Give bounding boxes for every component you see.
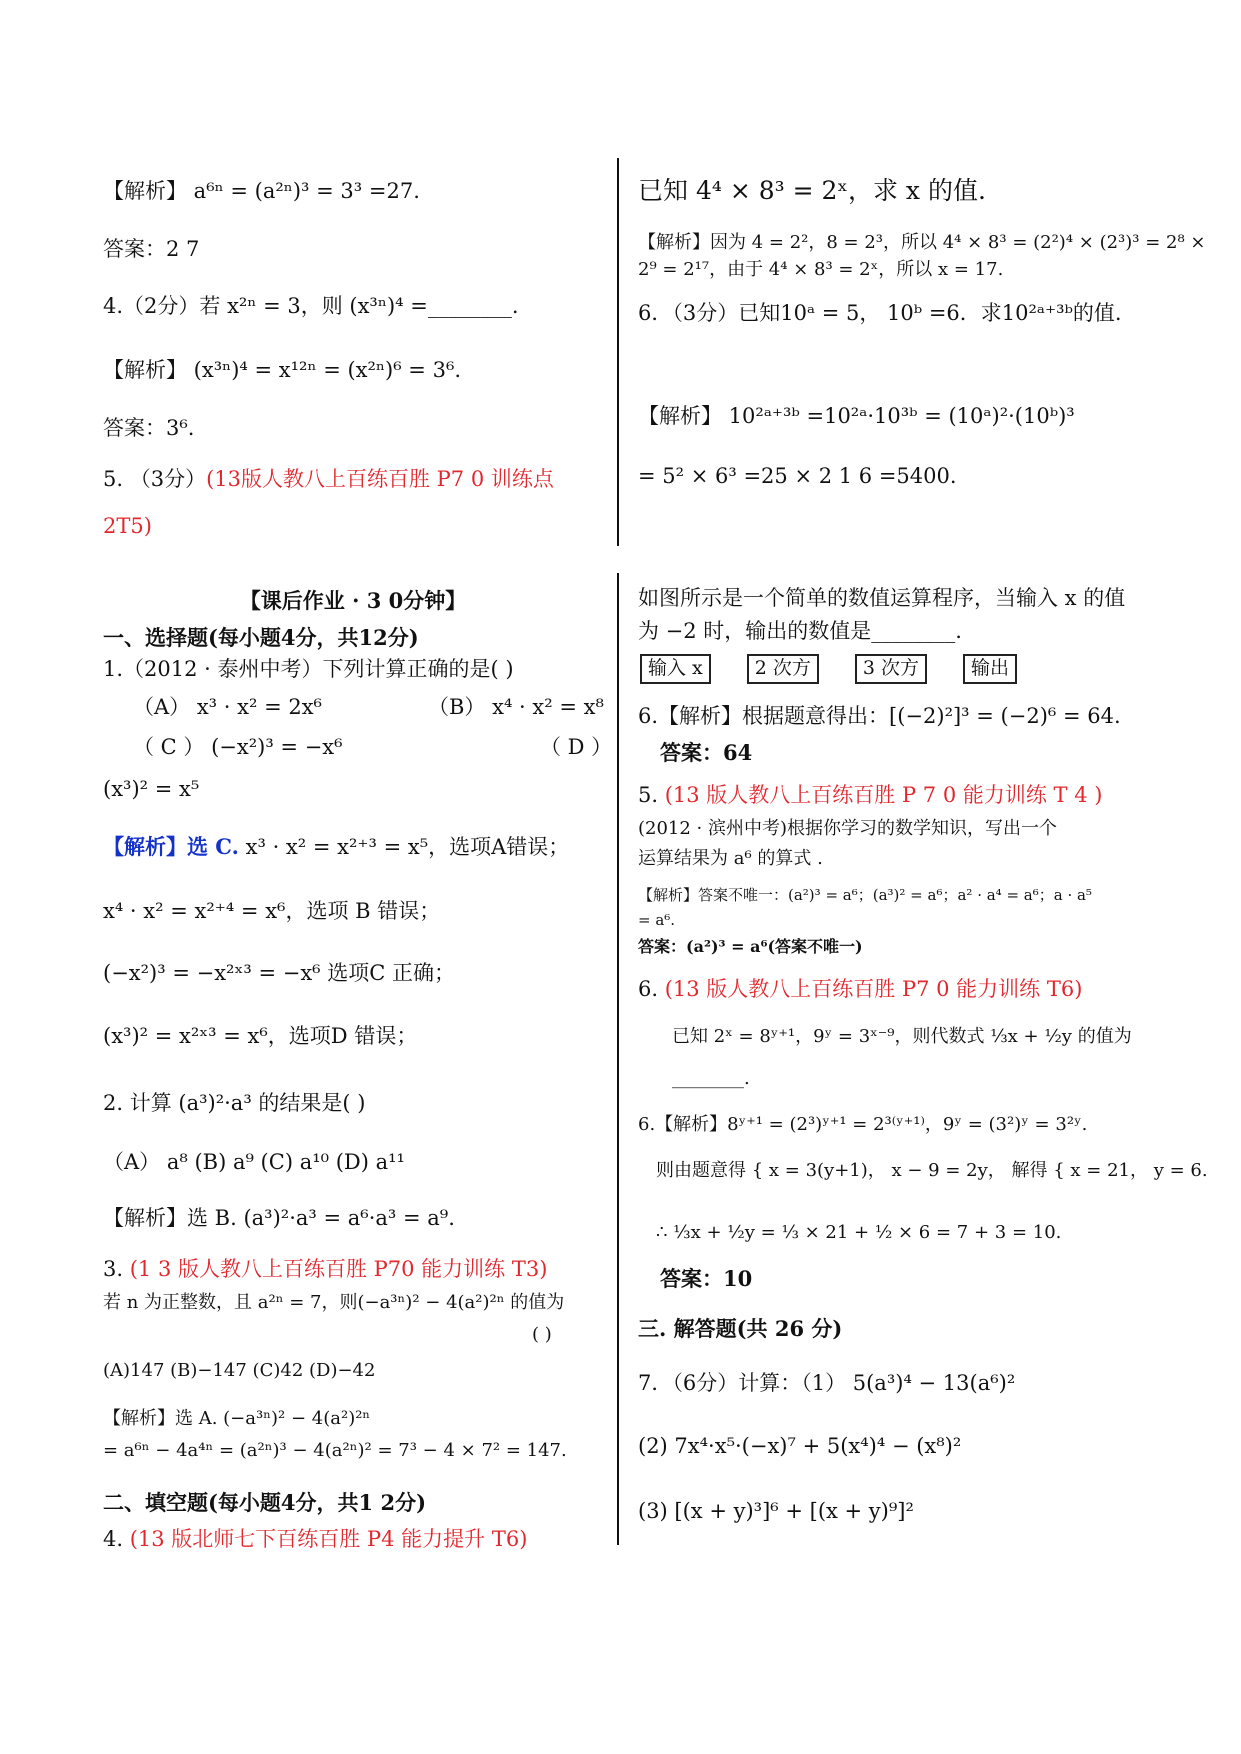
fill-question-4 xyxy=(103,1526,527,1552)
fill-q5-stem-2: 运算结果为 a⁶ 的算式 . xyxy=(638,848,823,869)
mc-q3-source: (1 3 版人教八上百练百胜 P70 能力训练 T3) xyxy=(129,1257,548,1281)
mc-q2-options: （A） a⁸ (B) a⁹ (C) a¹⁰ (D) a¹¹ xyxy=(103,1150,405,1174)
solution-question-7: 7．（6分）计算：（1） 5(a³)⁴ − 13(a⁶)² xyxy=(638,1371,1016,1395)
fill-q6-label: 6. xyxy=(638,977,665,1001)
fill-q5-answer: 答案：(a²)³ = a⁶(答案不唯一) xyxy=(638,937,863,956)
mc-question-2: 2. 计算 (a³)²·a³ 的结果是( ) xyxy=(103,1091,366,1115)
mc-q2-analysis: 【解析】选 B. (a³)²·a³ = a⁶·a³ = a⁹. xyxy=(103,1206,455,1230)
mc-q3-analysis-2: = a⁶ⁿ − 4a⁴ⁿ = (a²ⁿ)³ − 4(a²ⁿ)² = 7³ − 4 × 7² = 147. xyxy=(103,1440,567,1461)
mc-q3-options: (A)147 (B)−147 (C)42 (D)−42 xyxy=(103,1360,376,1381)
fill-q5-analysis-2: = a⁶. xyxy=(638,911,676,929)
analysis-q3: 【解析】 a⁶ⁿ = (a²ⁿ)³ = 3³ =27. xyxy=(103,179,420,203)
program-problem-1: 如图所示是一个简单的数值运算程序，当输入 x 的值 xyxy=(638,586,1126,610)
mc-q3-paren: ( ) xyxy=(532,1324,552,1345)
fill-q6-analysis-2: 则由题意得 { x = 3(y+1)， x − 9 = 2y， 解得 { x = 21， y = 6. xyxy=(656,1160,1208,1181)
program-analysis: 6.【解析】根据题意得出：[(−2)²]³ = (−2)⁶ = 64. xyxy=(638,704,1121,728)
mc-q1-option-d-label: （ D ） xyxy=(540,735,613,759)
mc-question-1: 1.（2012 · 泰州中考）下列计算正确的是( ) xyxy=(103,657,514,681)
question-4: 4.（2分）若 x²ⁿ = 3，则 (x³ⁿ)⁴ =________. xyxy=(103,294,519,318)
flow-box-input: 输入 x xyxy=(640,654,711,684)
solution-q7-part3: (3) [(x + y)³]⁶ + [(x + y)⁹]² xyxy=(638,1499,914,1523)
mc-q1-analysis-4: (x³)² = x²ˣ³ = x⁶，选项D 错误； xyxy=(103,1024,418,1048)
column-divider-bottom xyxy=(617,573,619,1545)
question-6: 6．（3分）已知10ᵃ = 5， 10ᵇ =6．求10²ᵃ⁺³ᵇ的值. xyxy=(638,301,1122,325)
fill-q5-source: (13 版人教八上百练百胜 P 7 0 能力训练 T 4 ) xyxy=(664,783,1103,807)
fill-q6-stem: 已知 2ˣ = 8ʸ⁺¹，9ʸ = 3ˣ⁻⁹，则代数式 ⅓x + ½y 的值为 xyxy=(672,1026,1132,1047)
mc-q1-option-a: （A） x³ · x² = 2x⁶ xyxy=(133,695,322,719)
question-5-source-cont: 2T5) xyxy=(103,514,152,538)
flow-box-output: 输出 xyxy=(963,654,1017,684)
program-problem-2: 为 −2 时，输出的数值是________. xyxy=(638,619,962,643)
fill-q5-analysis-1: 【解析】答案不唯一：(a²)³ = a⁶；(a³)² = a⁶；a² · a⁴ = a⁶；a · a⁵ xyxy=(638,886,1092,904)
fill-q6-analysis-3: ∴ ⅓x + ½y = ⅓ × 21 + ½ × 6 = 7 + 3 = 10. xyxy=(656,1222,1062,1243)
analysis-q6: 【解析】 10²ᵃ⁺³ᵇ =10²ᵃ·10³ᵇ = (10ᵃ)²·(10ᵇ)³ xyxy=(638,404,1075,428)
column-divider-top xyxy=(617,158,619,546)
homework-heading: 【课后作业 · 3 0分钟】 xyxy=(239,588,467,613)
mc-q1-option-d: (x³)² = x⁵ xyxy=(103,777,200,801)
mc-q1-option-c: （ C ） (−x²)³ = −x⁶ xyxy=(133,735,343,759)
mc-q1-analysis-3: (−x²)³ = −x²ˣ³ = −x⁶ 选项C 正确； xyxy=(103,961,456,985)
flow-boxes xyxy=(640,654,1053,684)
answer-q3: 答案：2 7 xyxy=(103,237,200,261)
analysis-q6-result: = 5² × 6³ =25 × 2 1 6 =5400. xyxy=(638,464,957,488)
analysis-choice-tag: 【解析】选 C. xyxy=(103,834,239,859)
fill-q5-label: 5. xyxy=(638,783,665,807)
analysis-exponent-1: 【解析】因为 4 = 2²，8 = 2³，所以 4⁴ × 8³ = (2²)⁴ × (2³)³ = 2⁸ × xyxy=(638,232,1206,253)
section-solutions: 三. 解答题(共 26 分) xyxy=(638,1316,843,1341)
mc-q1-option-b: （B） x⁴ · x² = x⁸ xyxy=(428,695,604,719)
fill-q5-stem-1: (2012 · 滨州中考)根据你学习的数学知识，写出一个 xyxy=(638,818,1058,839)
analysis-q4: 【解析】 (x³ⁿ)⁴ = x¹²ⁿ = (x²ⁿ)⁶ = 3⁶. xyxy=(103,358,462,382)
solution-q7-part2: (2) 7x⁴·x⁵·(−x)⁷ + 5(x⁴)⁴ − (x⁸)² xyxy=(638,1434,962,1458)
mc-q1-analysis-2: x⁴ · x² = x²⁺⁴ = x⁶，选项 B 错误； xyxy=(103,899,441,923)
fill-q4-source: (13 版北师七下百练百胜 P4 能力提升 T6) xyxy=(129,1527,528,1551)
program-answer: 答案：64 xyxy=(660,740,753,765)
fill-q6-answer: 答案：10 xyxy=(660,1266,753,1291)
flow-box-square: 2 次方 xyxy=(747,654,819,684)
fill-question-5 xyxy=(638,782,1102,808)
section-fill-blank: 二、填空题(每小题4分，共1 2分) xyxy=(103,1490,427,1515)
mc-q1-analysis-1 xyxy=(103,834,569,860)
answer-q4: 答案：3⁶. xyxy=(103,416,195,440)
question-5 xyxy=(103,466,554,492)
analysis-choice-text: x³ · x² = x²⁺³ = x⁵，选项A错误； xyxy=(238,835,570,859)
fill-q4-label: 4. xyxy=(103,1527,130,1551)
fill-question-6 xyxy=(638,976,1082,1002)
mc-q3-analysis-1: 【解析】选 A. (−a³ⁿ)² − 4(a²)²ⁿ xyxy=(103,1408,371,1429)
problem-exponent: 已知 4⁴ × 8³ = 2ˣ，求 x 的值. xyxy=(638,176,986,205)
flow-box-cube: 3 次方 xyxy=(855,654,927,684)
fill-q6-analysis-1: 6.【解析】8ʸ⁺¹ = (2³)ʸ⁺¹ = 2³⁽ʸ⁺¹⁾，9ʸ = (3²)ʸ = 3²ʸ. xyxy=(638,1114,1088,1135)
question-5-label: 5. （3分） xyxy=(103,467,207,491)
fill-q6-blank: ________. xyxy=(672,1068,750,1089)
analysis-exponent-2: 2⁹ = 2¹⁷，由于 4⁴ × 8³ = 2ˣ，所以 x = 17. xyxy=(638,259,1004,280)
fill-q6-source: (13 版人教八上百练百胜 P7 0 能力训练 T6) xyxy=(664,977,1083,1001)
mc-q3-stem: 若 n 为正整数，且 a²ⁿ = 7，则(−a³ⁿ)² − 4(a²)²ⁿ 的值为 xyxy=(103,1292,565,1313)
section-multiple-choice: 一、选择题(每小题4分，共12分) xyxy=(103,625,419,650)
mc-question-3 xyxy=(103,1256,547,1282)
question-5-source: (13版人教八上百练百胜 P7 0 训练点 xyxy=(206,467,554,491)
mc-q3-label: 3. xyxy=(103,1257,130,1281)
